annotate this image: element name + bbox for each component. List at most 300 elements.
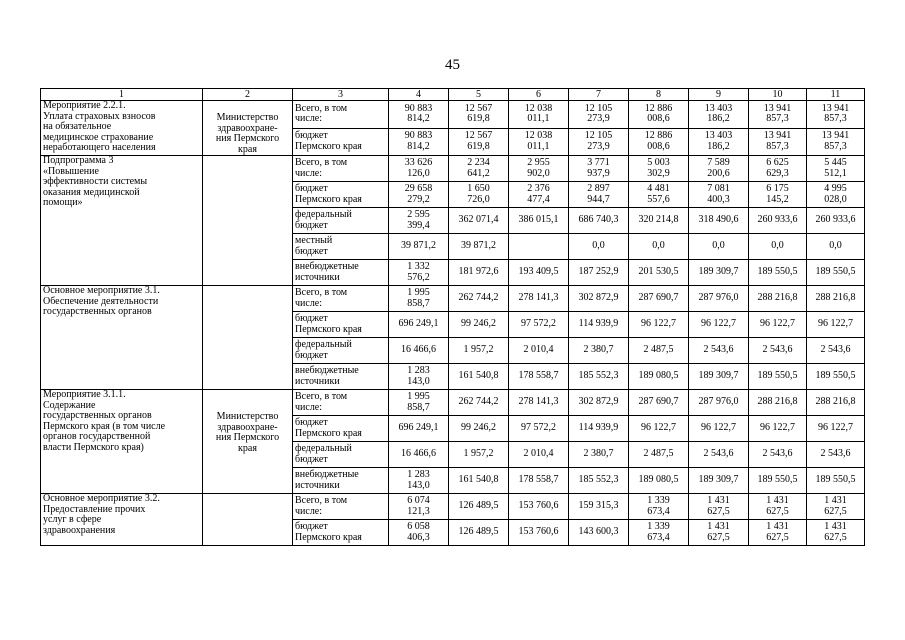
text-line: 12 886 <box>644 102 673 114</box>
executor-name <box>203 390 293 494</box>
value-cell <box>389 468 449 494</box>
financing-table <box>40 88 865 546</box>
text-line: 12 105 <box>584 130 613 142</box>
value-cell <box>509 442 569 468</box>
value-cell <box>449 364 509 390</box>
text-line: 857,3 <box>824 113 847 125</box>
value-cell <box>449 312 509 338</box>
value-cell <box>389 442 449 468</box>
text-line: 99 246,2 <box>461 318 496 330</box>
text-line: 13 941 <box>763 102 792 114</box>
text-line: 857,3 <box>766 140 789 152</box>
value-cell <box>449 442 509 468</box>
funding-source <box>293 468 389 494</box>
text-line: источники <box>295 479 340 491</box>
text-line: 288 216,8 <box>757 396 798 408</box>
funding-source <box>293 260 389 286</box>
value-cell <box>569 468 629 494</box>
value-cell <box>629 520 689 546</box>
value-cell <box>389 156 449 182</box>
funding-source <box>293 312 389 338</box>
value-cell <box>689 156 749 182</box>
text-line: на обязательное <box>43 121 112 132</box>
text-line: 186,2 <box>707 113 730 125</box>
text-line: 96 122,7 <box>641 422 676 434</box>
text-line: 477,4 <box>527 193 550 205</box>
value-cell <box>449 156 509 182</box>
text-line: Предоставление прочих <box>43 503 146 515</box>
value-cell <box>629 416 689 442</box>
text-line: Мероприятие 2.2.1. <box>43 100 126 111</box>
text-line: 126 489,5 <box>458 500 499 512</box>
text-line: 126 489,5 <box>458 526 499 538</box>
text-line: 557,6 <box>647 193 670 205</box>
text-line: 814,2 <box>407 113 430 125</box>
text-line: 406,3 <box>407 531 430 543</box>
value-cell <box>689 468 749 494</box>
text-line: 2 543,6 <box>820 448 851 460</box>
value-cell <box>509 286 569 312</box>
text-line: 288 216,8 <box>815 292 856 304</box>
text-line: 2 380,7 <box>583 448 614 460</box>
text-line: 143 600,3 <box>578 526 619 538</box>
value-cell <box>389 338 449 364</box>
value-cell <box>807 156 865 182</box>
funding-source <box>293 520 389 546</box>
text-line: 181 972,6 <box>458 266 499 278</box>
text-line: 279,2 <box>407 193 430 205</box>
text-line: Пермского края <box>295 140 362 152</box>
value-cell <box>449 260 509 286</box>
text-line: 39 871,2 <box>461 240 496 252</box>
value-cell <box>629 234 689 260</box>
text-line: 189 550,5 <box>757 474 798 486</box>
text-line: 185 552,3 <box>578 370 619 382</box>
value-cell <box>509 364 569 390</box>
value-cell <box>449 468 509 494</box>
value-cell <box>749 286 807 312</box>
value-cell <box>689 494 749 520</box>
text-line: 944,7 <box>587 193 610 205</box>
text-line: Подпрограмма 3 <box>43 155 114 166</box>
value-cell <box>629 182 689 208</box>
text-line: 185 552,3 <box>578 474 619 486</box>
column-number-2: 2 <box>203 89 293 101</box>
value-cell <box>807 208 865 234</box>
value-cell <box>449 390 509 416</box>
text-line: 153 760,6 <box>518 500 559 512</box>
value-cell <box>629 156 689 182</box>
value-cell <box>569 156 629 182</box>
value-cell <box>569 128 629 156</box>
value-cell <box>749 390 807 416</box>
text-line: 273,9 <box>587 140 610 152</box>
value-cell <box>807 364 865 390</box>
text-line: 33 626 <box>404 157 433 168</box>
text-line: 318 490,6 <box>698 214 739 226</box>
text-line: 2 543,6 <box>762 344 793 356</box>
funding-source <box>293 416 389 442</box>
text-line: 1 431 <box>824 495 847 506</box>
text-line: 1 283 <box>407 469 430 480</box>
text-line: 189 550,5 <box>757 370 798 382</box>
text-line: 2 487,5 <box>643 448 674 460</box>
value-cell <box>629 208 689 234</box>
text-line: 0,0 <box>829 240 842 252</box>
text-line: 302 872,9 <box>578 292 619 304</box>
text-line: 686 740,3 <box>578 214 619 226</box>
text-line: 12 038 <box>524 102 553 114</box>
text-line: 2 897 <box>587 183 610 194</box>
value-cell <box>389 312 449 338</box>
text-line: органов государственной <box>43 431 151 442</box>
text-line: 287 976,0 <box>698 292 739 304</box>
value-cell <box>629 128 689 156</box>
text-line: 260 933,6 <box>815 214 856 226</box>
funding-source <box>293 182 389 208</box>
activity-name <box>41 286 203 390</box>
text-line: края <box>238 442 257 454</box>
text-line: числе: <box>295 113 323 125</box>
text-line: 673,4 <box>647 505 670 517</box>
column-number-3: 3 <box>293 89 389 101</box>
text-line: 857,3 <box>824 140 847 152</box>
text-line: 641,2 <box>467 167 490 179</box>
text-line: 576,2 <box>407 271 430 283</box>
text-line: 189 550,5 <box>815 266 856 278</box>
value-cell <box>629 260 689 286</box>
text-line: 143,0 <box>407 375 430 387</box>
text-line: медицинское страхование <box>43 131 154 143</box>
text-line: 696 249,1 <box>398 422 439 434</box>
value-cell <box>389 208 449 234</box>
value-cell <box>749 182 807 208</box>
text-line: Всего, в том <box>295 391 348 402</box>
text-line: Мероприятие 3.1.1. <box>43 389 126 400</box>
text-line: 627,5 <box>766 505 789 517</box>
text-line: 189 080,5 <box>638 370 679 382</box>
value-cell <box>749 364 807 390</box>
text-line: федеральный <box>295 443 352 454</box>
value-cell <box>569 260 629 286</box>
text-line: 159 315,3 <box>578 500 619 512</box>
value-cell <box>509 520 569 546</box>
text-line: 126,0 <box>407 167 430 179</box>
value-cell <box>749 468 807 494</box>
text-line: оказания медицинской <box>43 186 140 198</box>
text-line: 99 246,2 <box>461 422 496 434</box>
value-cell <box>807 128 865 156</box>
text-line: Всего, в том <box>295 102 348 114</box>
page-number: 45 <box>445 57 460 73</box>
value-cell <box>689 182 749 208</box>
text-line: Пермского края <box>295 193 362 205</box>
value-cell <box>629 312 689 338</box>
value-cell <box>807 260 865 286</box>
text-line: Министерство <box>216 112 279 123</box>
text-line: 7 081 <box>707 183 730 194</box>
text-line: 153 760,6 <box>518 526 559 538</box>
text-line: 0,0 <box>771 240 784 252</box>
text-line: 1 650 <box>467 183 490 194</box>
text-line: 362 071,4 <box>458 214 499 226</box>
text-line: Пермского края <box>295 531 362 543</box>
value-cell <box>449 128 509 156</box>
text-line: Основное мероприятие 3.2. <box>43 493 160 504</box>
text-line: числе: <box>295 505 323 517</box>
value-cell <box>509 182 569 208</box>
value-cell <box>807 101 865 129</box>
value-cell <box>569 416 629 442</box>
text-line: 2 955 <box>527 157 550 168</box>
text-line: бюджет <box>295 245 328 257</box>
text-line: государственных органов <box>43 410 152 421</box>
value-cell <box>749 260 807 286</box>
text-line: 696 249,1 <box>398 318 439 330</box>
text-line: 288 216,8 <box>815 396 856 408</box>
value-cell <box>569 338 629 364</box>
value-cell <box>509 416 569 442</box>
column-number-4: 4 <box>389 89 449 101</box>
text-line: 29 658 <box>404 183 433 194</box>
text-line: бюджет <box>295 183 328 194</box>
text-line: помощи» <box>43 197 83 208</box>
text-line: Министерство <box>216 411 279 422</box>
value-cell <box>509 234 569 260</box>
value-cell <box>449 182 509 208</box>
activity-name <box>41 101 203 156</box>
value-cell <box>807 468 865 494</box>
value-cell <box>807 442 865 468</box>
text-line: 12 567 <box>464 102 493 114</box>
text-line: 178 558,7 <box>518 474 559 486</box>
text-line: 011,1 <box>527 140 550 152</box>
text-line: 96 122,7 <box>760 318 795 330</box>
text-line: 1 995 <box>407 391 430 402</box>
text-line: федеральный <box>295 339 352 350</box>
text-line: 1 339 <box>647 521 670 532</box>
text-line: 13 941 <box>821 130 850 142</box>
funding-source <box>293 442 389 468</box>
text-line: 186,2 <box>707 140 730 152</box>
value-cell <box>749 494 807 520</box>
value-cell <box>749 520 807 546</box>
text-line: внебюджетные <box>295 365 359 376</box>
text-line: внебюджетные <box>295 469 359 480</box>
value-cell <box>569 182 629 208</box>
activity-name <box>41 390 203 494</box>
table-row <box>41 286 865 312</box>
funding-source <box>293 286 389 312</box>
text-line: здравоохранения <box>43 524 116 536</box>
text-line: 2 543,6 <box>820 344 851 356</box>
text-line: бюджет <box>295 349 328 361</box>
text-line: 619,8 <box>467 113 490 125</box>
value-cell <box>569 364 629 390</box>
value-cell <box>689 234 749 260</box>
activity-name <box>41 156 203 286</box>
text-line: 386 015,1 <box>518 214 559 226</box>
text-line: бюджет <box>295 219 328 231</box>
text-line: 2 010,4 <box>523 344 554 356</box>
table-row <box>41 101 865 129</box>
text-line: власти Пермского края) <box>43 441 144 453</box>
executor-name <box>203 101 293 156</box>
value-cell <box>629 364 689 390</box>
text-line: 96 122,7 <box>818 422 853 434</box>
text-line: 189 309,7 <box>698 266 739 278</box>
value-cell <box>449 416 509 442</box>
value-cell <box>689 208 749 234</box>
value-cell <box>389 101 449 129</box>
text-line: 121,3 <box>407 505 430 517</box>
value-cell <box>629 338 689 364</box>
value-cell <box>807 520 865 546</box>
value-cell <box>389 182 449 208</box>
value-cell <box>569 208 629 234</box>
text-line: 673,4 <box>647 531 670 543</box>
text-line: услуг в сфере <box>43 514 102 525</box>
executor-name <box>203 494 293 546</box>
text-line: 1 431 <box>824 521 847 532</box>
value-cell <box>389 260 449 286</box>
value-cell <box>689 101 749 129</box>
text-line: 028,0 <box>824 193 847 205</box>
text-line: неработающего населения <box>43 142 156 153</box>
value-cell <box>569 101 629 129</box>
text-line: 262 744,2 <box>458 292 499 304</box>
text-line: 178 558,7 <box>518 370 559 382</box>
value-cell <box>449 234 509 260</box>
value-cell <box>807 416 865 442</box>
text-line: 6 058 <box>407 521 430 532</box>
value-cell <box>629 468 689 494</box>
text-line: 96 122,7 <box>760 422 795 434</box>
text-line: 1 283 <box>407 365 430 376</box>
text-line: числе: <box>295 297 323 309</box>
text-line: здравоохране- <box>217 421 278 433</box>
text-line: 400,3 <box>707 193 730 205</box>
text-line: Уплата страховых взносов <box>43 110 156 122</box>
text-line: 4 481 <box>647 183 670 194</box>
text-line: края <box>238 143 257 155</box>
value-cell <box>689 442 749 468</box>
text-line: Всего, в том <box>295 287 348 298</box>
text-line: 7 589 <box>707 157 730 168</box>
value-cell <box>689 128 749 156</box>
text-line: 16 466,6 <box>401 448 436 460</box>
value-cell <box>807 286 865 312</box>
funding-source <box>293 234 389 260</box>
value-cell <box>629 442 689 468</box>
value-cell <box>749 416 807 442</box>
value-cell <box>509 128 569 156</box>
text-line: 512,1 <box>824 167 847 179</box>
value-cell <box>749 208 807 234</box>
column-number-7: 7 <box>569 89 629 101</box>
text-line: 902,0 <box>527 167 550 179</box>
text-line: 96 122,7 <box>818 318 853 330</box>
text-line: «Повышение <box>43 165 99 177</box>
text-line: внебюджетные <box>295 261 359 272</box>
text-line: 189 550,5 <box>757 266 798 278</box>
text-line: 857,3 <box>766 113 789 125</box>
text-line: здравоохране- <box>217 122 278 134</box>
text-line: 189 550,5 <box>815 370 856 382</box>
text-line: источники <box>295 271 340 283</box>
text-line: 273,9 <box>587 113 610 125</box>
text-line: 4 995 <box>824 183 847 194</box>
text-line: 1 957,2 <box>463 448 494 460</box>
value-cell <box>389 416 449 442</box>
value-cell <box>509 101 569 129</box>
value-cell <box>807 234 865 260</box>
text-line: 145,2 <box>766 193 789 205</box>
text-line: 161 540,8 <box>458 474 499 486</box>
value-cell <box>689 364 749 390</box>
text-line: 320 214,8 <box>638 214 679 226</box>
column-number-11: 11 <box>807 89 865 101</box>
value-cell <box>689 260 749 286</box>
text-line: 1 339 <box>647 495 670 506</box>
text-line: Обеспечение деятельности <box>43 295 159 307</box>
value-cell <box>749 312 807 338</box>
value-cell <box>569 520 629 546</box>
text-line: 3 771 <box>587 157 610 168</box>
value-cell <box>509 208 569 234</box>
text-line: бюджет <box>295 453 328 465</box>
text-line: Пермского края (в том числе <box>43 420 166 432</box>
funding-source <box>293 390 389 416</box>
value-cell <box>389 234 449 260</box>
text-line: 302,9 <box>647 167 670 179</box>
text-line: 143,0 <box>407 479 430 491</box>
text-line: 008,6 <box>647 140 670 152</box>
text-line: 12 105 <box>584 102 613 114</box>
value-cell <box>689 520 749 546</box>
column-number-8: 8 <box>629 89 689 101</box>
value-cell <box>509 390 569 416</box>
text-line: федеральный <box>295 209 352 220</box>
text-line: Основное мероприятие 3.1. <box>43 285 160 296</box>
text-line: 0,0 <box>592 240 605 252</box>
text-line: 13 403 <box>704 102 733 114</box>
text-line: 2 234 <box>467 157 490 168</box>
column-number-10: 10 <box>749 89 807 101</box>
text-line: 90 883 <box>404 102 433 114</box>
text-line: 262 744,2 <box>458 396 499 408</box>
text-line: 627,5 <box>707 531 730 543</box>
value-cell <box>509 468 569 494</box>
text-line: Пермского края <box>295 427 362 439</box>
text-line: 814,2 <box>407 140 430 152</box>
text-line: 12 038 <box>524 130 553 142</box>
funding-source <box>293 101 389 129</box>
text-line: 97 572,2 <box>521 318 556 330</box>
value-cell <box>449 338 509 364</box>
text-line: 189 309,7 <box>698 474 739 486</box>
text-line: 96 122,7 <box>641 318 676 330</box>
value-cell <box>389 364 449 390</box>
value-cell <box>569 390 629 416</box>
text-line: 2 380,7 <box>583 344 614 356</box>
value-cell <box>689 338 749 364</box>
value-cell <box>509 494 569 520</box>
text-line: бюджет <box>295 521 328 532</box>
text-line: 627,5 <box>824 531 847 543</box>
value-cell <box>449 208 509 234</box>
text-line: 008,6 <box>647 113 670 125</box>
